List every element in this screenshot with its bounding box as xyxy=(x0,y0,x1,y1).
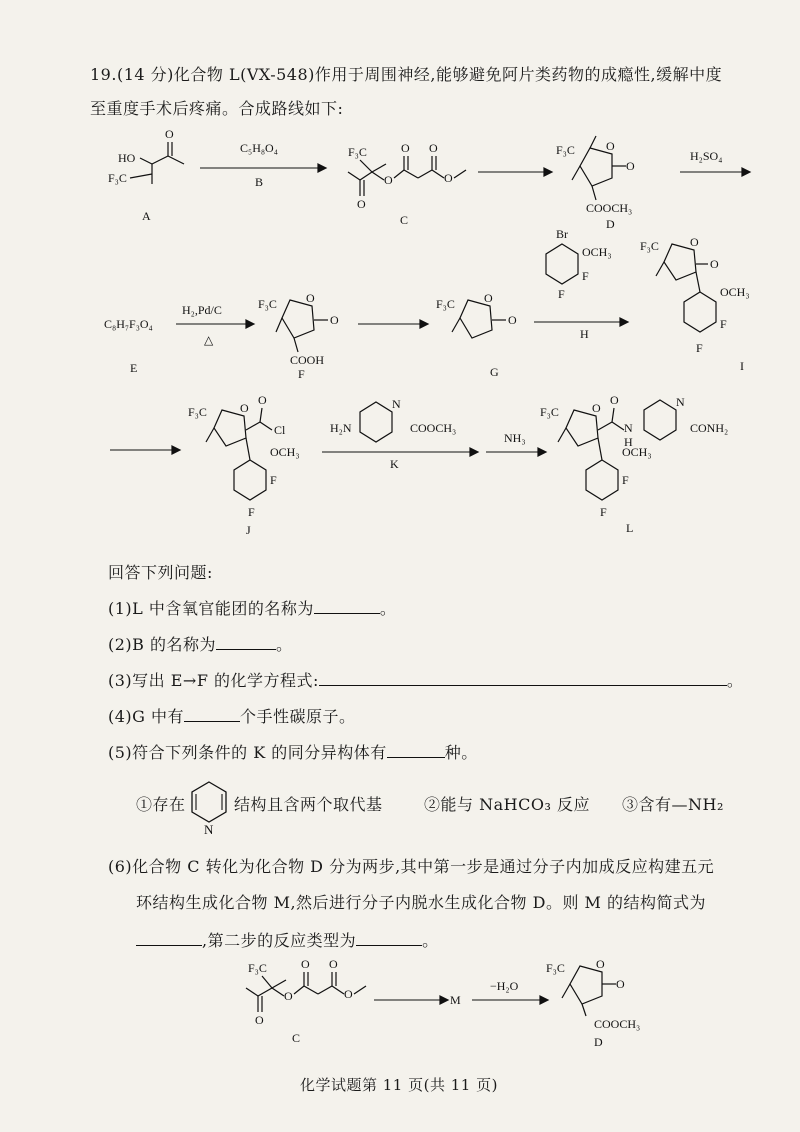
answer-blank-1[interactable] xyxy=(314,599,380,614)
condition-1-text: 结构且含两个取代基 xyxy=(234,795,383,814)
svg-text:F: F xyxy=(248,505,255,519)
svg-text:O: O xyxy=(401,141,410,155)
reagent-H-structure xyxy=(546,227,612,301)
label-I: I xyxy=(740,359,744,373)
svg-text:F₃C: F₃C xyxy=(540,405,559,419)
reagent-B: B xyxy=(255,175,264,189)
svg-text:OCH₃: OCH₃ xyxy=(622,445,652,459)
question-header xyxy=(90,62,722,85)
svg-text:N: N xyxy=(204,822,214,837)
compound-C-structure xyxy=(348,141,466,227)
svg-text:F₃C: F₃C xyxy=(640,239,659,253)
compound-J-structure xyxy=(188,393,300,537)
svg-text:F: F xyxy=(558,287,565,301)
svg-text:O: O xyxy=(306,291,315,305)
label-A: A xyxy=(142,209,151,223)
svg-text:O: O xyxy=(258,393,267,407)
svg-text:O: O xyxy=(384,173,393,187)
formula-E: C₈H₇F₃O₄ xyxy=(104,317,153,331)
svg-text:F₃C: F₃C xyxy=(188,405,207,419)
svg-text:N: N xyxy=(676,395,685,409)
svg-text:O: O xyxy=(610,393,619,407)
label-D-q6: D xyxy=(594,1035,603,1049)
reagent-heat: △ xyxy=(204,333,214,347)
question-6-scheme xyxy=(0,950,800,1060)
label-D: D xyxy=(606,217,615,231)
question-5: (5)符合下列条件的 K 的同分异构体有 种。 xyxy=(108,743,478,762)
svg-text:O: O xyxy=(357,197,366,211)
question-6-line-1: (6)化合物 C 转化为化合物 D 分为两步,其中第一步是通过分子内加成反应构建五元 xyxy=(108,857,715,876)
svg-text:O: O xyxy=(616,977,625,991)
questions-prompt: 回答下列问题: xyxy=(108,563,213,582)
svg-text:O: O xyxy=(429,141,438,155)
reagent-H2-PdC: H₂,Pd/C xyxy=(182,303,222,317)
label-E: E xyxy=(130,361,138,375)
svg-text:O: O xyxy=(329,957,338,971)
condition-1: ①存在 xyxy=(136,795,186,814)
svg-text:O: O xyxy=(596,957,605,971)
label-G: G xyxy=(490,365,499,379)
label-J: J xyxy=(246,523,251,537)
svg-text:H₂N: H₂N xyxy=(330,421,352,435)
svg-text:O: O xyxy=(606,139,615,153)
label-C-q6: C xyxy=(292,1031,301,1045)
svg-text:Cl: Cl xyxy=(274,423,286,437)
question-3: (3)写出 E→F 的化学方程式: 。 xyxy=(108,671,744,690)
svg-text:F: F xyxy=(270,473,277,487)
compound-I-structure xyxy=(640,235,750,373)
svg-text:CONH₂: CONH₂ xyxy=(690,421,729,435)
reagent-K-structure xyxy=(330,397,456,442)
svg-text:COOCH₃: COOCH₃ xyxy=(594,1017,641,1031)
svg-text:F₃C: F₃C xyxy=(556,143,575,157)
svg-text:O: O xyxy=(484,291,493,305)
question-1: (1)L 中含氧官能团的名称为 。 xyxy=(108,599,397,618)
reagent-H: H xyxy=(580,327,589,341)
intro-line-1: 化合物 L(VX-548)作用于周围神经,能够避免阿片类药物的成瘾性,缓解中度 xyxy=(173,65,723,84)
svg-text:F: F xyxy=(720,317,727,331)
svg-text:O: O xyxy=(344,987,353,1001)
question-2: (2)B 的名称为 。 xyxy=(108,635,293,654)
svg-text:F₃C: F₃C xyxy=(248,961,267,975)
answer-blank-3[interactable] xyxy=(319,671,727,686)
question-points: (14 分) xyxy=(116,65,174,84)
svg-text:O: O xyxy=(626,159,635,173)
svg-text:Br: Br xyxy=(556,227,568,241)
answer-blank-4[interactable] xyxy=(184,707,240,722)
svg-text:O: O xyxy=(444,171,453,185)
compound-D-structure-q6 xyxy=(546,957,640,1049)
question-number: 19. xyxy=(90,65,117,84)
label-C: C xyxy=(400,213,409,227)
atom-F3C: F₃C xyxy=(108,171,127,185)
svg-text:O: O xyxy=(710,257,719,271)
pyridine-ring-icon xyxy=(186,778,232,838)
svg-text:O: O xyxy=(284,989,293,1003)
svg-text:O: O xyxy=(240,401,249,415)
svg-text:F: F xyxy=(622,473,629,487)
compound-M: M xyxy=(450,993,461,1007)
label-L: L xyxy=(626,521,634,535)
condition-3: ③含有—NH₂ xyxy=(622,795,724,814)
reagent-NH3: NH₃ xyxy=(504,431,526,445)
svg-text:F: F xyxy=(600,505,607,519)
svg-text:OCH₃: OCH₃ xyxy=(270,445,300,459)
atom-O: O xyxy=(165,127,174,141)
svg-text:F: F xyxy=(696,341,703,355)
svg-text:COOCH₃: COOCH₃ xyxy=(410,421,457,435)
answer-blank-5[interactable] xyxy=(387,743,445,758)
atom-HO: HO xyxy=(118,151,136,165)
svg-text:O: O xyxy=(592,401,601,415)
svg-text:O: O xyxy=(330,313,339,327)
svg-text:O: O xyxy=(508,313,517,327)
svg-text:OCH₃: OCH₃ xyxy=(582,245,612,259)
intro-line-2: 至重度手术后疼痛。合成路线如下: xyxy=(90,99,344,118)
reagent-H2SO4: H₂SO₄ xyxy=(690,149,723,163)
svg-text:F₃C: F₃C xyxy=(436,297,455,311)
answer-blank-2[interactable] xyxy=(216,635,276,650)
svg-text:F₃C: F₃C xyxy=(258,297,277,311)
svg-text:H: H xyxy=(624,435,633,449)
reagent-C5H8O4: C₅H₈O₄ xyxy=(240,141,278,155)
answer-blank-6a[interactable] xyxy=(136,931,202,946)
atom-F3C: F₃C xyxy=(348,145,367,159)
condition-2: ②能与 NaHCO₃ 反应 xyxy=(424,795,590,814)
answer-blank-6b[interactable] xyxy=(356,931,422,946)
question-6-line-3: ,第二步的反应类型为 。 xyxy=(136,928,439,951)
svg-text:O: O xyxy=(301,957,310,971)
page-footer: 化学试题第 11 页(共 11 页) xyxy=(300,1076,498,1094)
reagent-minus-water: −H₂O xyxy=(490,979,519,993)
svg-text:N: N xyxy=(392,397,401,411)
svg-text:O: O xyxy=(255,1013,264,1027)
svg-text:F: F xyxy=(582,269,589,283)
compound-G-structure xyxy=(436,291,517,379)
compound-L-structure xyxy=(540,393,728,535)
question-4: (4)G 中有 个手性碳原子。 xyxy=(108,707,356,726)
compound-C-structure-q6 xyxy=(246,957,366,1045)
compound-D-structure xyxy=(556,136,635,231)
svg-text:COOH: COOH xyxy=(290,353,325,367)
svg-text:OCH₃: OCH₃ xyxy=(720,285,750,299)
question-6-line-2: 环结构生成化合物 M,然后进行分子内脱水生成化合物 D。则 M 的结构简式为 xyxy=(136,893,707,912)
svg-text:F₃C: F₃C xyxy=(546,961,565,975)
svg-text:N: N xyxy=(624,421,633,435)
compound-F-structure xyxy=(258,291,339,381)
svg-text:COOCH₃: COOCH₃ xyxy=(586,201,633,215)
label-F: F xyxy=(298,367,305,381)
compound-A-structure xyxy=(108,127,184,223)
reagent-K: K xyxy=(390,457,399,471)
svg-text:O: O xyxy=(690,235,699,249)
